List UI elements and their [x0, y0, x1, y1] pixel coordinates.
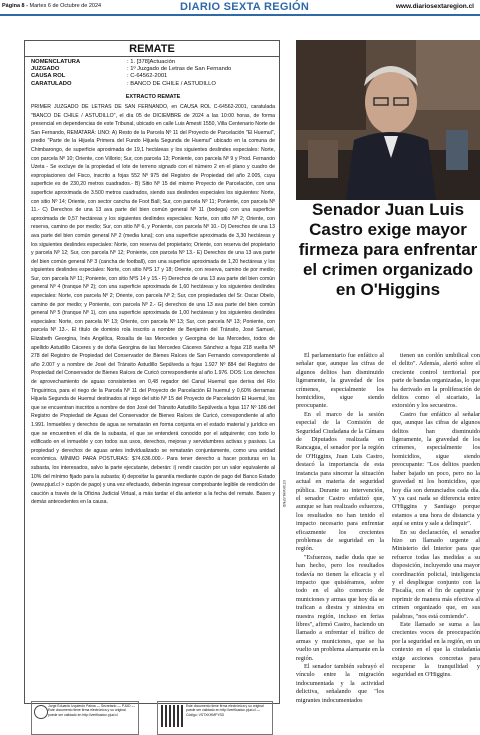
- header-rule: [0, 14, 480, 16]
- newspaper-title: DIARIO SEXTA REGIÓN: [180, 1, 310, 13]
- vertical-code: GTXKWHLSFMD: [282, 480, 286, 508]
- issue-date: Martes 6 de Octubre de 2024: [29, 3, 102, 9]
- seal-icon: [34, 705, 48, 719]
- notice-title: REMATE: [25, 41, 279, 57]
- qr-code-icon: [161, 705, 183, 727]
- signature-block-validation: [157, 701, 273, 735]
- meta-row: [31, 73, 231, 80]
- paragraph: En el marco de la sesión especial de la Comisión de Seguridad Ciudadana de la Cámara de Diputados realizada en Rancagua, el senador por la región de O'Higgins, Juan Luis Castro, destacó la importancia de esta instancia para sincerar la situación actual en materia de seguridad pública. Durante su intervención, el senador Castro enfatizó que, aunque se han realizado esfuerzos, los resultados no han tenido el impacto necesario para enfrentar eficazmente los crecientes problemas de seguridad en la región.: [296, 410, 384, 553]
- article-headline: Senador Juan Luis Castro exige mayor firmeza para enfrentar el crimen organizado en O'Higgins: [298, 200, 478, 299]
- auction-notice: [24, 40, 280, 717]
- page-header: [0, 0, 480, 14]
- meta-value: : BANCO DE CHILE / ASTUDILLO: [127, 80, 216, 87]
- senator-photo: [296, 40, 480, 200]
- article-column-2: [392, 352, 480, 680]
- notice-body: PRIMER JUZGADO DE LETRAS DE SAN FERNANDO, en CAUSA ROL C-64562-2001, caratulada "BANCO DE CHILE / ASTUDILLO", el día 05 de DICIEMBRE de 2024 a las 10:00 horas, de forma presencial en dependencias de este Tribunal, ubicado en calle Luis Amesti 1550, Villa Centenario Norte de San Fernando, REMATARÁ: UNO: A) Resto de la Parcela Nº 11 del Proyecto de Parcelación "El Huemul", predio "Parte de la Hijuela Primera del Fundo Hijuela Segunda de Huemul" ubicado en la comuna de Chimbarongo, de superficie aproximada de 19,1 hectáreas y los siguientes deslindes especiales: Norte, con parcela Nº 10; Oriente, con Villorio; Sur, con parcela 13; Poniente, con parcela Nº 9 y Prod. Fernando Uzeta - Se excluye de la propiedad el lote de terreno signado con el número 2 en el plano y cuadro de expropiaciones del Fisco, inscrito a fojas 552 Nº 975 del Registro de Propiedad del año 2.005, cuya superficie es de 230,20 metros cuadrados.- B) Sitio Nº 15 del mismo Proyecto de Parcelación, con una superficie aproximada de 3.500 metros cuadrados, siendo sus deslindes especiales los siguientes: Norte, con sitio Nº 14; Oriente, con sector cancha de Foot Ball; Sur, con parcela Nº 11; Poniente, con parcela Nº 11.- C) Derechos de una 13 ava parte del bien común general Nº 11 (bodega) con una superficie aproximada de 0,57 hectáreas y los siguientes deslindes especiales: Norte, con sitio Nº 2; Oriente, con reserva, camino de por medio; Sur, con sitio Nº 6, y Poniente, con parcela Nº 10.- D) Derechos de una 13 ava parte del bien común general Nº 2 (media luna); con una superficie aproximada de 3,30 hectáreas y los siguientes deslindes especiales: Norte, con reserva del propietario; Oriente, con reserva del propietario y parcela Nº 12; Sur, con parcela Nº 12; Poniente, con parcela Nº 13.- E) Derechos de una 13 ava parte del bien común general Nº 3 (cancha de football), con una superficie aproximada de 1,20 hectáreas y los siguientes deslindes especiales: Norte, con sitio NºS 17 y 18; Oriente, con reserva, camino de por medio; Sur, con parcela Nº 11; Poniente, con sitio NºS 14 y 15.- F) Derechos de una 13 ava parte del bien común general Nº 4 (tranque Nº 2); con una superficie aproximada de 1,60 hectáreas y los siguientes deslindes especiales: Norte, con parcela Nº 2; Oriente, con parcela Nº 2; Sur, con propiedades del Sr. Oscar Obelo, camino de por medio; y Poniente, con parcela Nº 2.- G) derechos de una 13 ava parte del bien común general Nº 5 (tranque Nº 1), con una superficie aproximada de 1,00 hectáreas y los siguientes deslindes especiales: Norte, con parcela Nº 13; Oriente, con parcela Nº 13; Sur, con parcela Nº 13; Poniente, con parcela Nº 13.-. El título de dominio rola inscrito a nombre de Benjamín del Tránsito, José Samuel, Elizabeth Georgina, Inés Angélica, Rosalía de las Mercedes y Georgina de las Mercedes, todos de apellido Astudillo Cáceres y de doña Georgina de las Mercedes Cáceres Sánchez a fojas 218 vuelta Nº 278 del Registro de Propiedad del Conservador de Bienes Raíces de San Fernando correspondiente al año 2.007 y a nombre de José del Tránsito Astudillo Sepúlveda a fojas 1.927 Nº 884 del Registro de Propiedad del Conservador de Bienes Raíces de Curicó correspondiente al año 1.976. DOS: Los derechos de aprovechamiento de aguas consistentes en 0,48 regador del Canal Huemul que deriva del Río Tinguiririca, para el riego de la Parcela Nº 11 del Proyecto de Parcelación El huemul y 0,60% derramas Hijuela Segunda de Huemul destinados al riego del sitio Nº 15 del Proyecto de Parcelación El Huemul, los que se encuentran inscritos a nombre de don José del Tránsito Astudillo Sepúlveda a fojas 117 Nº 186 del Registro de Propiedad de Aguas del Conservador de Bienes Raíces de Curicó, correspondiente al año 1.991. Inmuebles y derechos de agua se rematarán en forma conjunta en el estado material y jurídico en que se encuentren el día de la subasta, el que se entenderá conocido por el adquirente; con todo lo edificado en el inmueble y con todos sus usos, derechos, mejoras y servidumbres activas y pasivas. La propiedad y derechos de aguas antes individualizado se rematarán conjuntamente, como una unidad económica. MÍNIMO PARA POSTURAS: $74.636.000.- Para tener derecho a hacer posturas en la subasta, los interesados, salvo la parte ejecutante, deberán: i) rendir caución por un valor equivalente al 10% del mínimo fijado para la subasta; ii) depositar la garantía mediante cupón de pago del Banco Estado (www.pjud.cl > cupón de pago) y una vez efectuado, deberán ingresar comprobante legible de rendición de caución a través de la Oficina Judicial Virtual, a más tardar el día anterior a la fecha del remate. Bases y demás antecedentes en la causa.: [31, 104, 275, 506]
- meta-key: CAUSA ROL: [31, 73, 66, 80]
- paragraph: El senador también subrayó el vínculo entre la migración indocumentada y la actividad delictiva, señalando que "los migrantes indocumentados: [296, 663, 384, 704]
- website-link[interactable]: www.diariosextaregion.cl: [395, 3, 474, 10]
- meta-key: NOMENCLATURA: [31, 59, 81, 65]
- case-metadata: [31, 59, 231, 88]
- paragraph: "Esfuerzos, nadie duda que se han hecho, pero los resultados todavía no tienen la eficacia y el impacto que quisiéramos, sobre todo en el alto comercio de municiones y armas que hoy día se trafican a diestra y siniestra en nuestra región, incluso en ferias libres", afirmó Castro, haciendo un llamado a enfrentar el tráfico de armas y municiones, que se ha vuelto un problema alarmante en la región.: [296, 553, 384, 662]
- extract-heading: EXTRACTO REMATE: [125, 94, 181, 100]
- meta-value: : 1. [378]Actuación: [127, 59, 176, 65]
- photo-illustration: [296, 40, 480, 200]
- meta-row: [31, 66, 231, 73]
- paragraph: tienen un cordón umbilical con el delito". Además, alertó sobre el creciente control territorial por parte de bandas organizadas, lo que ha derivado en la proliferación de delitos como el sicariato, la extorsión y los secuestros.: [392, 352, 480, 410]
- article-column-1: [296, 352, 384, 705]
- meta-key: CARATULADO: [31, 80, 72, 87]
- meta-value: : 1º Juzgado de Letras de San Fernando: [127, 66, 232, 73]
- page-number: Página 8 -: [2, 3, 30, 9]
- meta-key: JUZGADO: [31, 66, 60, 73]
- paragraph: En su declaración, el senador hizo un llamado urgente al Ministerio del Interior para que refuerce todas las medidas a su disposición, incluyendo una mayor coordinación policial, inteligencia y el despliegue conjunto con la Fiscalía, con el fin de capturar y reprimir de manera más efectiva al crimen organizado que, en sus palabras, "nos está comiendo".: [392, 528, 480, 620]
- signature-block-secretary: [31, 701, 139, 735]
- meta-row: [31, 81, 231, 88]
- page-info: [2, 3, 101, 9]
- signature-text: Jorge Eduardo Izquierdo Palma — Secretario — PJUD — Este documento tiene firma electrónica y su original puede ser validado en http://verificadoc.pjud.cl: [48, 704, 135, 717]
- meta-value: : C-64562-2001: [127, 73, 168, 80]
- paragraph: El parlamentario fue enfático al señalar que, aunque las cifras de algunos delitos han disminuido ligeramente, la gravedad de los crímenes, especialmente los homicidios, sigue siendo preocupante.: [296, 352, 384, 410]
- paragraph: Este llamado se suma a las crecientes voces de preocupación por la seguridad en la región, en un contexto en el que la ciudadanía exige acciones concretas para recuperar la tranquilidad y seguridad en O'Higgins.: [392, 621, 480, 679]
- validation-text: Este documento tiene firma electrónica y su original puede ser validado en http://verificadoc.pjud.cl — Código: VSTXKHMFYSD: [186, 704, 264, 717]
- paragraph: Castro fue enfático al señalar que, aunque las cifras de algunos delitos han disminuido ligeramente, la gravedad de los crímenes, especialmente los homicidios, sigue siendo preocupante: "Los delitos pueden haber bajado un poco, pero no la gravedad ni los homicidios, que hoy día son denunciados cada día. Y ya casi nada se diferencia entre O'Higgins y Santiago porque estamos a una hora de distancia y aquí se entra y sale a delinquir".: [392, 410, 480, 528]
